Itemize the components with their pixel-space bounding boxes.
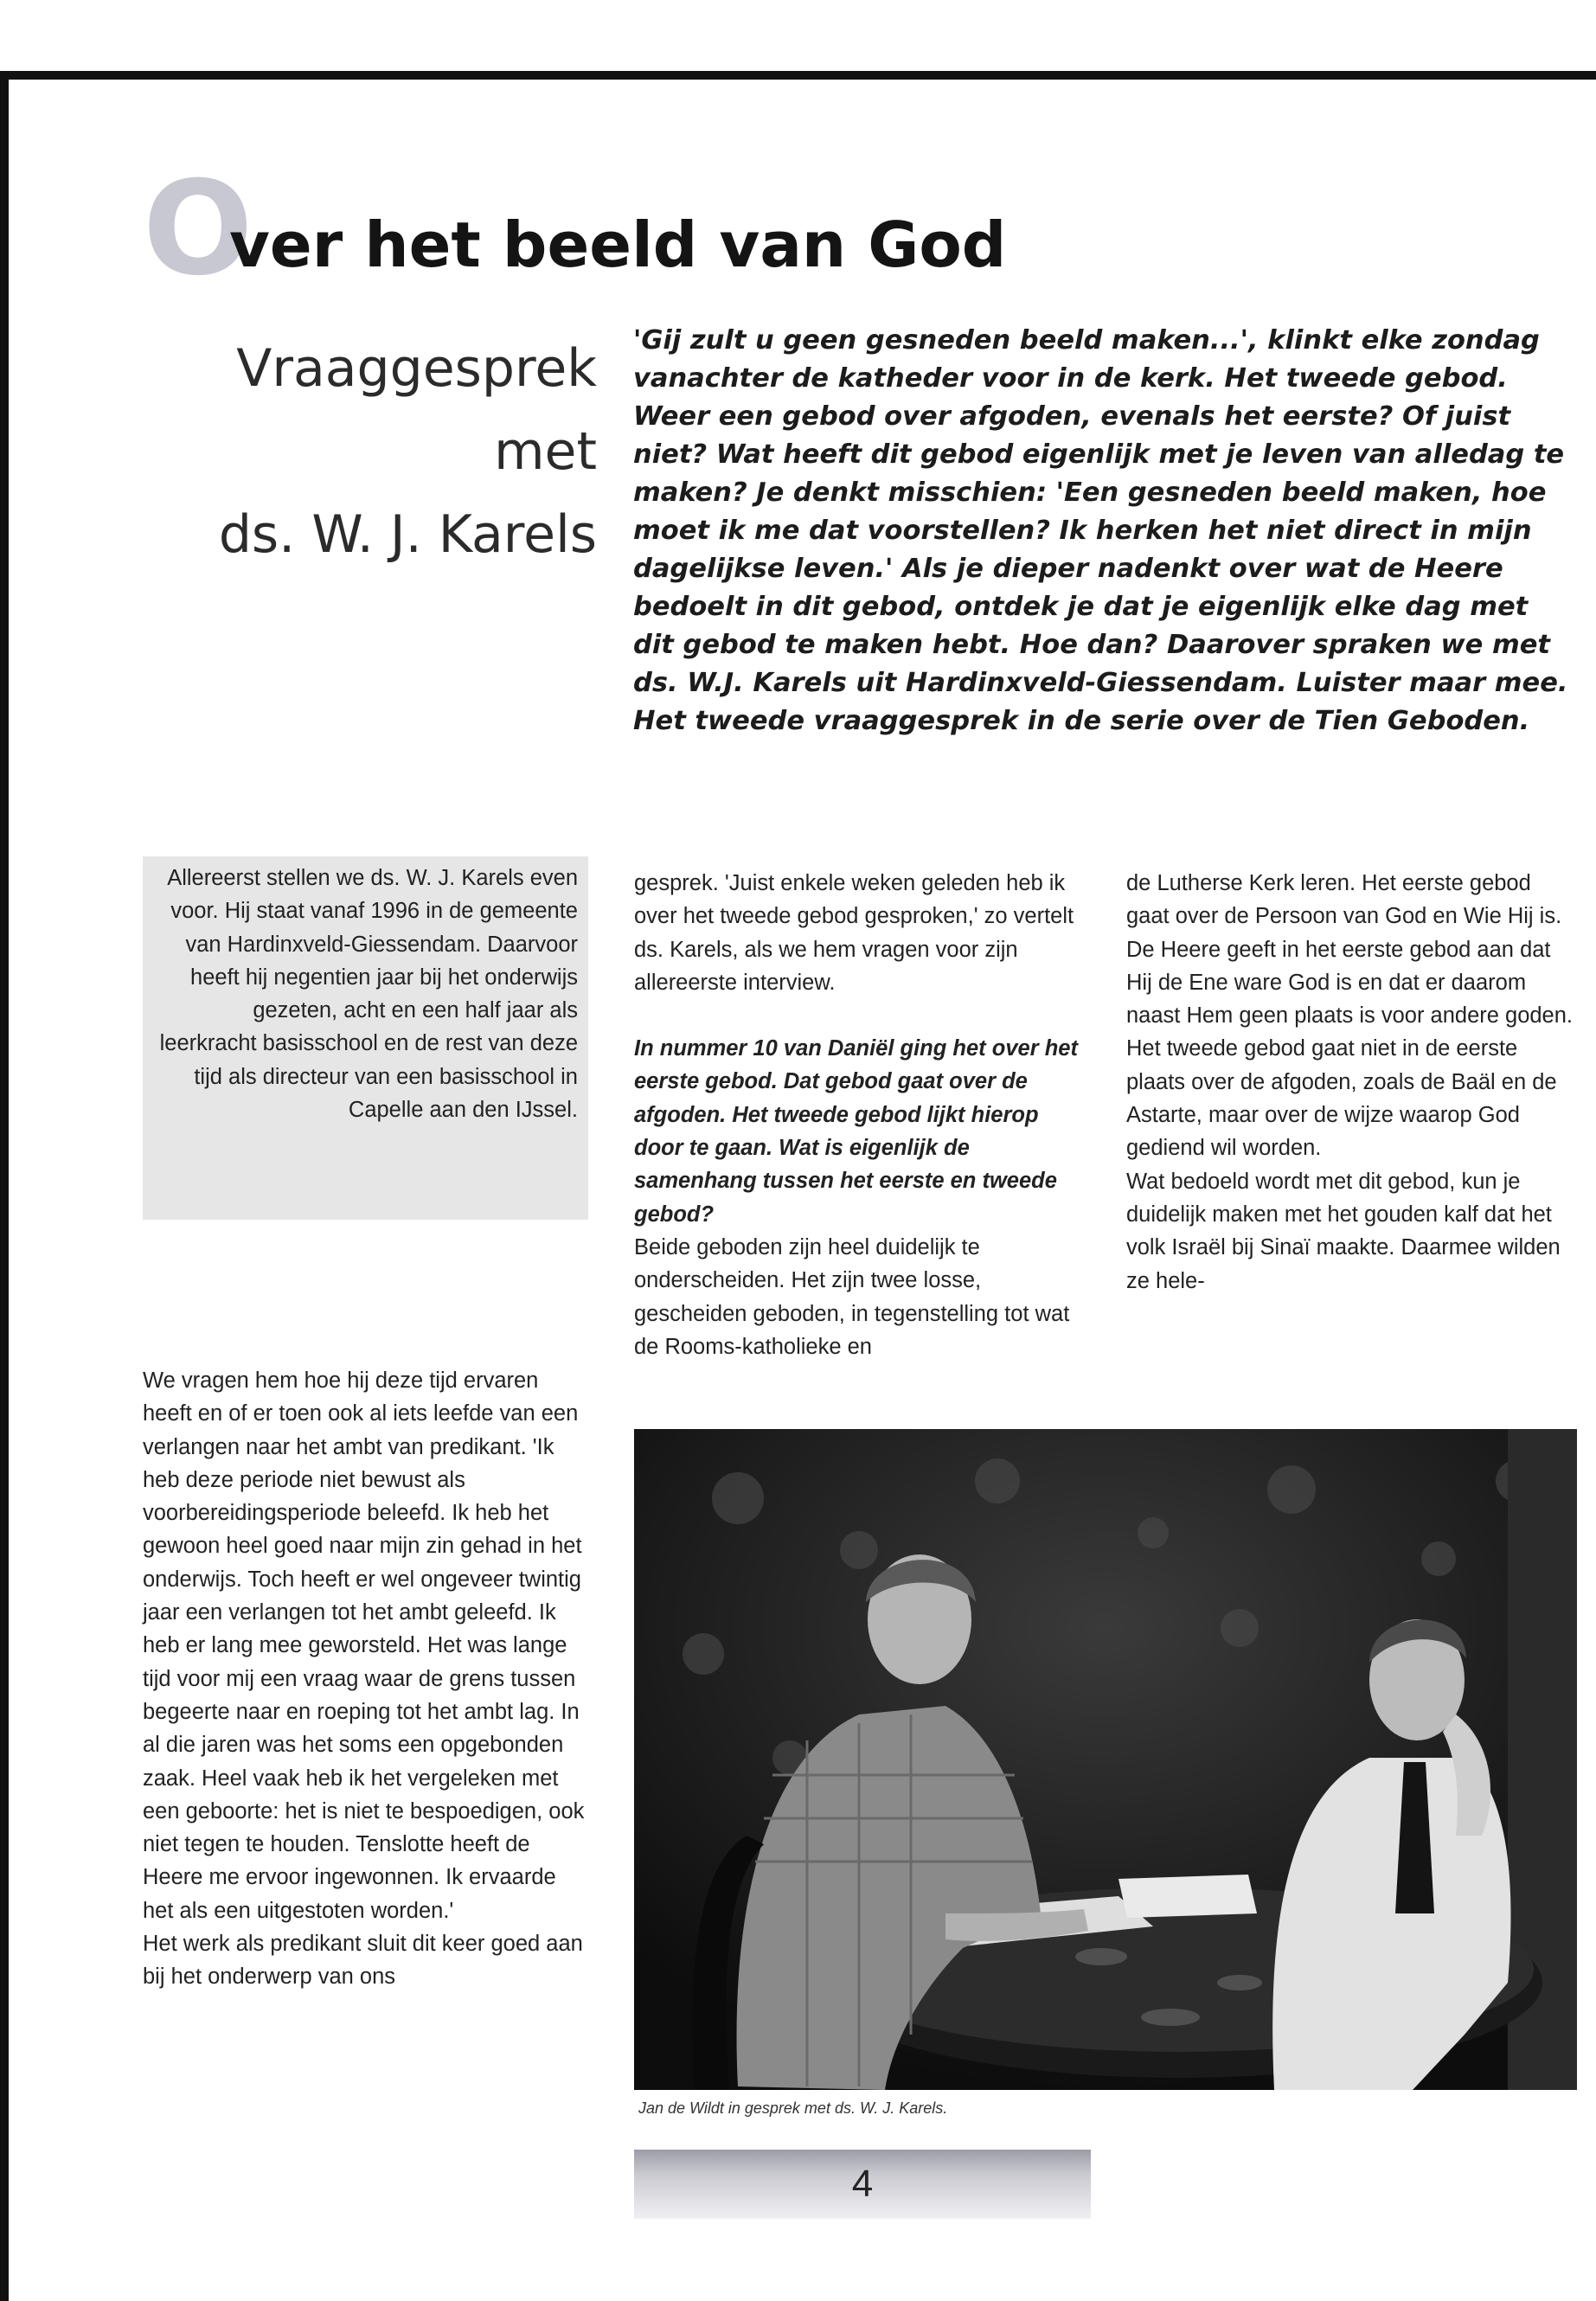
- column-1: [143, 1364, 593, 1994]
- scan-border-top: [0, 71, 1596, 80]
- interview-photo: [634, 1429, 1577, 2090]
- title-text: ver het beeld van God: [229, 208, 1007, 281]
- column-3: [1126, 867, 1576, 1298]
- col1-paragraph: We vragen hem hoe hij deze tijd ervaren heeft en of er toen ook al iets leefde van een verlangen naar het ambt van predikant. 'Ik heb deze periode niet bewust als voorbereidingsperiode beleefd. Ik heb het gewoon heel goed naar mijn zin gehad in het onderwijs. Toch heeft er wel ongeveer twintig jaar een verlangen tot het ambt geleefd. Ik heb er lang mee geworsteld. Het was lange tijd voor mij een vraag waar de grens tussen begeerte naar en roeping tot het ambt lag. In al die jaren was het soms een opgebonden zaak. Heel vaak heb ik het vergeleken met een geboorte: het is niet te bespoedigen, ook niet tegen te houden. Tenslotte heeft de Heere me ervoor ingewonnen. Ik ervaarde het als een uitgestoten worden.': [143, 1368, 585, 1923]
- col1-paragraph-2: Het werk als predikant sluit dit keer goed aan bij het onderwerp van ons: [143, 1932, 583, 1990]
- col3-paragraph-3: Wat bedoeld wordt met dit gebod, kun je duidelijk maken met het gouden kalf dat het volk Israël bij Sinaï maakte. Daarmee wilden ze hele-: [1126, 1169, 1561, 1293]
- article-title: [143, 154, 1181, 304]
- subtitle-line-2: met: [494, 421, 597, 482]
- col3-paragraph-2: Het tweede gebod gaat niet in de eerste plaats over de afgoden, zoals de Baäl en de Astarte, maar over de wijze waarop God gediend wil worden.: [1126, 1036, 1557, 1161]
- scan-border-left: [0, 71, 9, 2301]
- col2-answer: Beide geboden zijn heel duidelijk te onderscheiden. Het zijn twee losse, gescheiden geboden, in tegenstelling tot wat de Rooms-katholieke en: [634, 1234, 1070, 1359]
- page-number: 4: [851, 2163, 874, 2205]
- col3-paragraph-1: de Lutherse Kerk leren. Het eerste gebod gaat over de Persoon van God en Wie Hij is. De Heere geeft in het eerste gebod aan dat Hij de Ene ware God is en dat er daarom naast Hem geen plaats is voor andere goden.: [1126, 871, 1574, 1029]
- col2-paragraph: gesprek. 'Juist enkele weken geleden heb ik over het tweede gebod gesproken,' zo vertelt ds. Karels, als we hem vragen voor zijn allereerste interview.: [634, 871, 1074, 995]
- title-drop-initial: O: [143, 154, 253, 304]
- sidebar-text: Allereerst stellen we ds. W. J. Karels even voor. Hij staat vanaf 1996 in de gemeente van Hardinxveld-Giessendam. Daarvoor heeft hij negentien jaar bij het onderwijs gezeten, acht en een half jaar als leerkracht basisschool en de rest van deze tijd als directeur van een basisschool in Capelle aan den IJssel.: [159, 866, 578, 1123]
- column-2: [634, 867, 1088, 1363]
- subtitle-line-1: Vraaggesprek: [236, 338, 597, 399]
- interview-question: In nummer 10 van Daniël ging het over het eerste gebod. Dat gebod gaat over de afgoden. Het tweede gebod lijkt hierop door te gaan. Wat is eigenlijk de samenhang tussen het eerste en tweede gebod?: [634, 1036, 1078, 1227]
- notebook: [1118, 1875, 1257, 1918]
- photo-illustration: [634, 1429, 1577, 2090]
- subtitle-line-3: ds. W. J. Karels: [218, 504, 597, 565]
- photo-caption: Jan de Wildt in gesprek met ds. W. J. Karels.: [638, 2099, 948, 2117]
- article-subtitle: [130, 327, 597, 576]
- scan-margin-top: [0, 0, 1596, 71]
- intro-paragraph: 'Gij zult u geen gesneden beeld maken...', klinkt elke zondag vanachter de katheder voor in de kerk. Het tweede gebod. Weer een gebod over afgoden, evenals het eerste? Of juist niet? Wat heeft dit gebod eigenlijk met je leven van alledag te maken? Je denkt misschien: 'Een gesneden beeld maken, hoe moet ik me dat voorstellen? Ik herken het niet direct in mijn dagelijkse leven.' Als je dieper nadenkt over wat de Heere bedoelt in dit gebod, ontdek je dat je eigenlijk elke dag met dit gebod te maken hebt. Hoe dan? Daarover spraken we met ds. W.J. Karels uit Hardinxveld-Giessendam. Luister maar mee. Het tweede vraaggesprek in de serie over de Tien Geboden.: [633, 325, 1568, 736]
